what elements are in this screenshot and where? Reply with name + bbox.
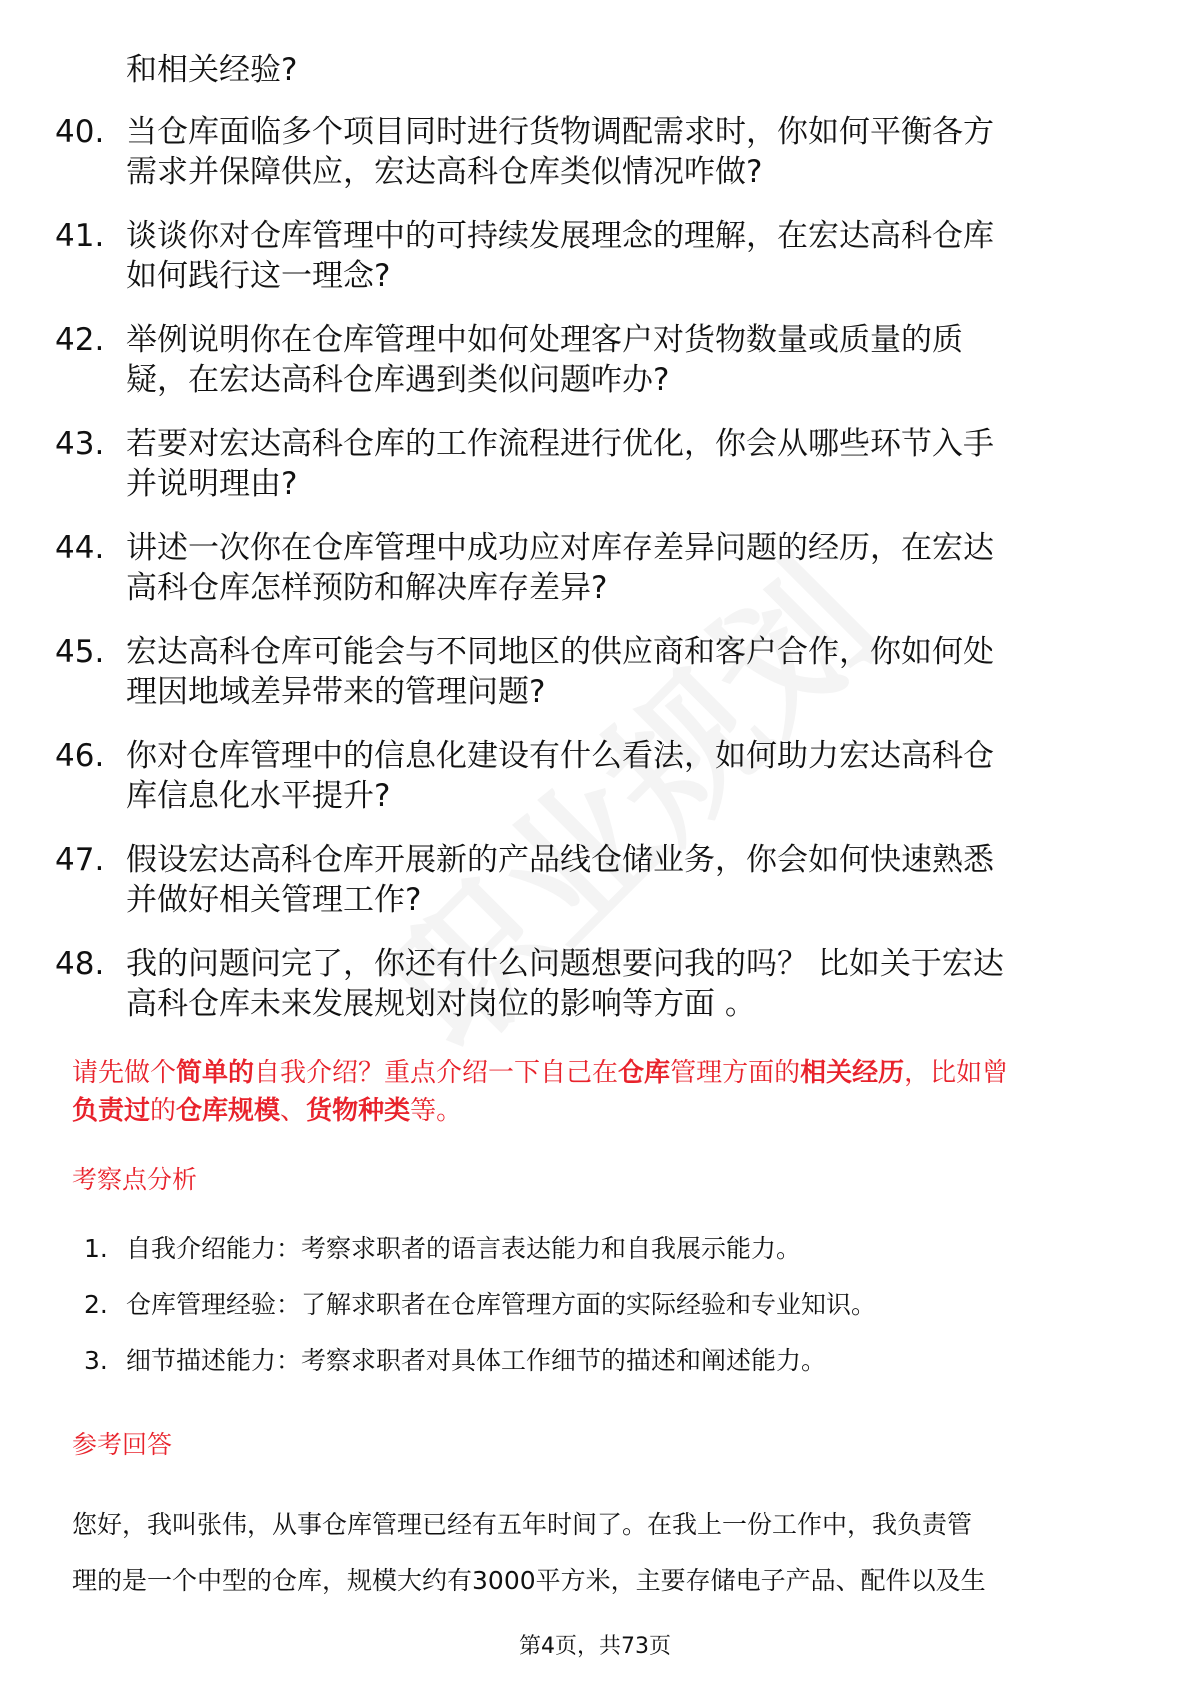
question-number: 46. [55,738,105,774]
question-segment-bold: 货物种类 [306,1096,411,1126]
question-segment: 管理方面的 [670,1058,801,1088]
question-item-42 [55,320,1135,400]
question-segment: 请先做个 [72,1058,177,1088]
question-segment-bold: 负责过 [72,1096,151,1126]
answer-line: 您好，我叫张伟，从事仓库管理已经有五年时间了。在我上一份工作中，我负责管 [72,1510,973,1539]
analysis-point-3 [84,1344,876,1378]
question-text-line: 库信息化水平提升? [126,778,391,814]
question-text-line: 高科仓库怎样预防和解决库存差异? [126,570,608,606]
point-text: 仓库管理经验：了解求职者在仓库管理方面的实际经验和专业知识。 [126,1290,877,1319]
point-text: 细节描述能力：考察求职者对具体工作细节的描述和阐述能力。 [126,1346,827,1375]
answer-line: 理的是一个中型的仓库，规模大约有3000平方米，主要存储电子产品、配件以及生 [72,1566,986,1595]
question-number: 48. [55,946,105,982]
featured-question-line-1 [72,1054,1132,1092]
question-text-line: 谈谈你对仓库管理中的可持续发展理念的理解，在宏达高科仓库 [126,218,994,254]
question-text-line: 假设宏达高科仓库开展新的产品线仓储业务，你会如何快速熟悉 [126,842,994,878]
question-number: 45. [55,634,105,670]
reference-answer [72,1497,1132,1609]
question-segment-bold: 简单的 [176,1058,255,1088]
question-text-line: 宏达高科仓库可能会与不同地区的供应商和客户合作，你如何处 [126,634,994,670]
page-footer: 第4页，共73页 [519,1634,671,1659]
question-number: 42. [55,322,105,358]
question-item-48 [55,944,1135,1024]
question-text-line: 并做好相关管理工作? [126,882,422,918]
question-segment: 自我介绍？重点介绍一下自己在 [254,1058,619,1088]
question-text-line: 疑，在宏达高科仓库遇到类似问题咋办? [126,362,670,398]
point-number: 3. [84,1346,108,1375]
question-text-line: 举例说明你在仓库管理中如何处理客户对货物数量或质量的质 [126,322,963,358]
question-item-46 [55,736,1135,816]
question-item-41 [55,216,1135,296]
answer-heading: 参考回答 [72,1430,173,1459]
question-segment-bold: 相关经历 [800,1058,905,1088]
question-segment: ，比如曾 [904,1058,1009,1088]
question-text-line: 若要对宏达高科仓库的工作流程进行优化，你会从哪些环节入手 [126,426,994,462]
question-item-43 [55,424,1135,504]
question-text-line: 并说明理由? [126,466,298,502]
question-text-line: 讲述一次你在仓库管理中成功应对库存差异问题的经历，在宏达 [126,530,994,566]
question-number: 41. [55,218,105,254]
question-item-40 [55,112,1135,192]
question-text-line: 当仓库面临多个项目同时进行货物调配需求时，你如何平衡各方 [126,114,994,150]
question-text-line: 理因地域差异带来的管理问题? [126,674,546,710]
question-number: 44. [55,530,105,566]
question-segment-bold: 仓库规模 [176,1096,281,1126]
question-number: 43. [55,426,105,462]
question-text-line: 你对仓库管理中的信息化建设有什么看法，如何助力宏达高科仓 [126,738,994,774]
question-text-line: 如何践行这一理念? [126,258,391,294]
question-item-44 [55,528,1135,608]
analysis-points [84,1232,876,1400]
point-number: 2. [84,1290,108,1319]
question-segment-bold: 仓库 [618,1058,671,1088]
question-number: 40. [55,114,105,150]
analysis-point-2 [84,1288,876,1322]
question-item-47 [55,840,1135,920]
question-text-line: 高科仓库未来发展规划对岗位的影响等方面 。 [126,986,756,1022]
question-segment: 等。 [410,1096,463,1126]
question-segment: 、 [280,1096,307,1126]
featured-question-line-2 [72,1092,1132,1130]
question-number: 47. [55,842,105,878]
point-number: 1. [84,1234,108,1263]
question-text-line: 需求并保障供应，宏达高科仓库类似情况咋做? [126,154,763,190]
question-segment: 的 [150,1096,177,1126]
point-text: 自我介绍能力：考察求职者的语言表达能力和自我展示能力。 [126,1234,802,1263]
analysis-heading: 考察点分析 [72,1165,198,1194]
analysis-point-1 [84,1232,876,1266]
question-item-45 [55,632,1135,712]
question-list [55,112,1135,1048]
featured-question [72,1054,1132,1130]
question-39-continuation: 和相关经验? [126,52,298,88]
question-text-line: 我的问题问完了，你还有什么问题想要问我的吗？ 比如关于宏达 [126,946,1004,982]
